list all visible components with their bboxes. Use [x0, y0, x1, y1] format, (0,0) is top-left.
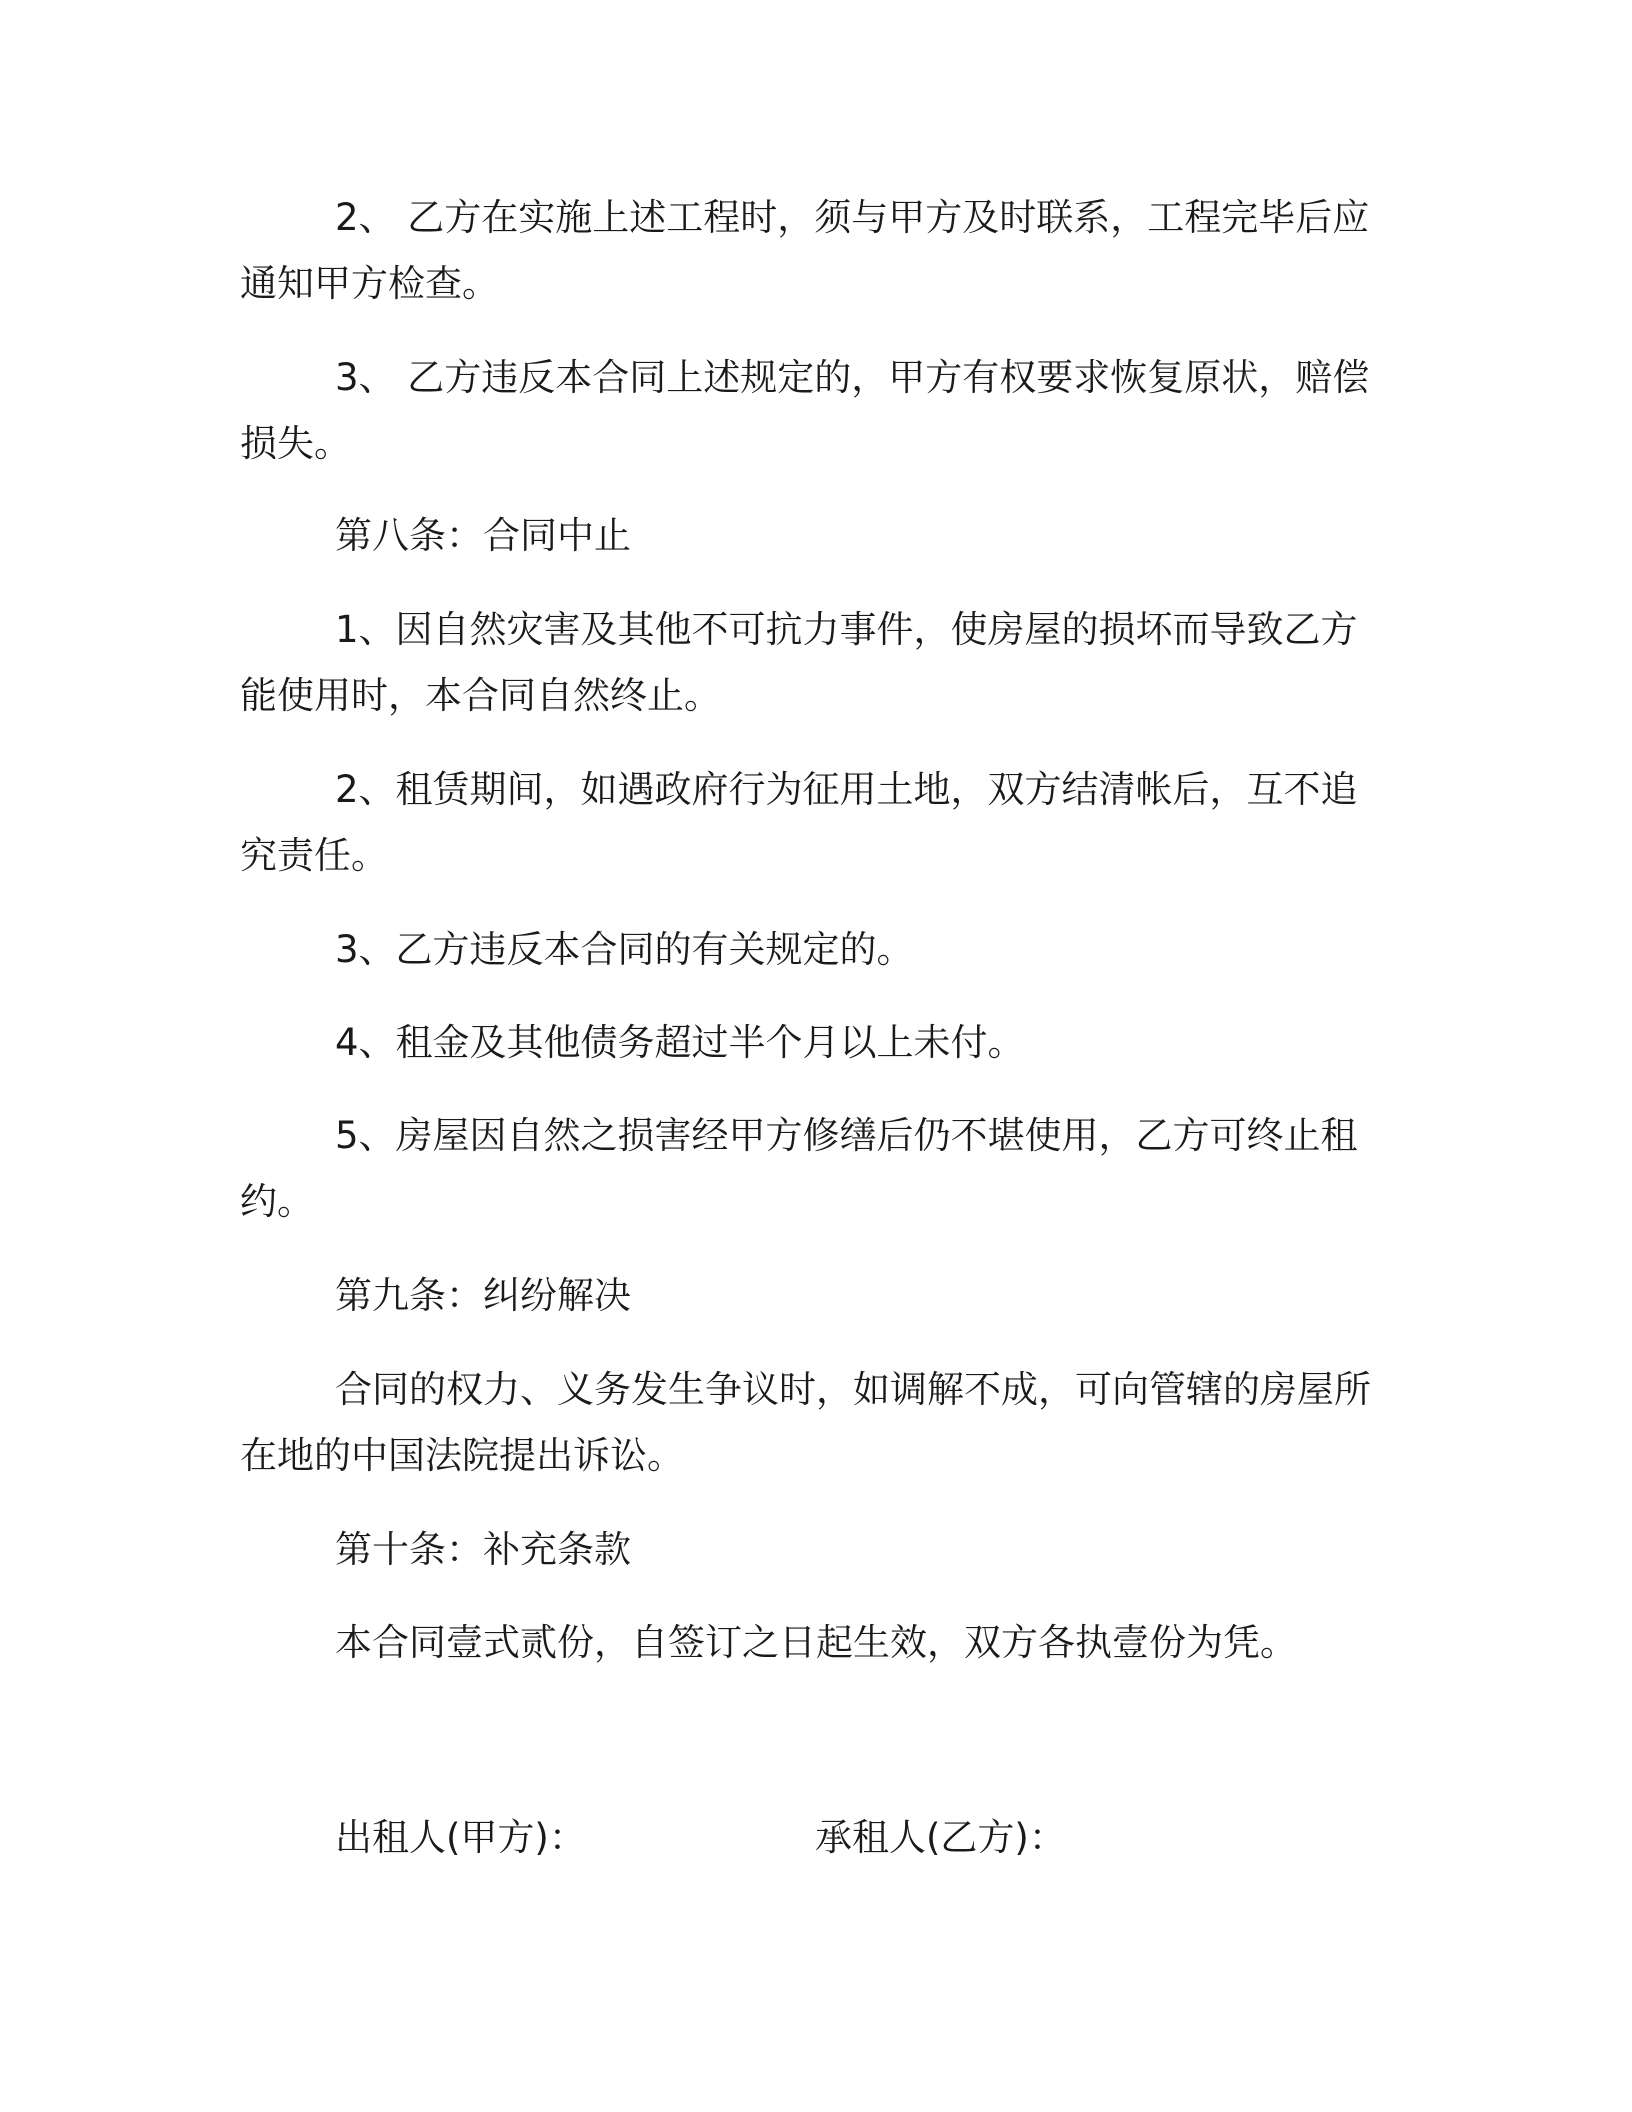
article-10-body: 本合同壹式贰份，自签订之日起生效，双方各执壹份为凭。	[335, 1621, 1297, 1664]
article-8-heading: 第八条：合同中止	[335, 514, 631, 557]
article-9-body: 合同的权力、义务发生争议时，如调解不成，可向管辖的房屋所在地的中国法院提出诉讼。	[240, 1368, 1371, 1477]
lessor-signature-label: 出租人(甲方)：	[335, 1816, 586, 1859]
article-8-item-1: 1、因自然灾害及其他不可抗力事件，使房屋的损坏而导致乙方能使用时，本合同自然终止。	[240, 608, 1358, 717]
article-8-item-2: 2、租赁期间，如遇政府行为征用土地，双方结清帐后，互不追究责任。	[240, 768, 1358, 877]
clause-7-item-3: 3、 乙方违反本合同上述规定的，甲方有权要求恢复原状，赔偿损失。	[240, 356, 1370, 465]
lessee-signature-label: 承租人(乙方)：	[815, 1816, 1066, 1859]
article-10-heading: 第十条：补充条款	[335, 1528, 631, 1571]
article-9-heading: 第九条：纠纷解决	[335, 1274, 631, 1317]
article-8-item-5: 5、房屋因自然之损害经甲方修缮后仍不堪使用，乙方可终止租约。	[240, 1114, 1358, 1223]
article-8-item-3: 3、乙方违反本合同的有关规定的。	[335, 928, 914, 971]
article-8-item-4: 4、租金及其他债务超过半个月以上未付。	[335, 1021, 1025, 1064]
clause-7-item-2: 2、 乙方在实施上述工程时，须与甲方及时联系，工程完毕后应通知甲方检查。	[240, 196, 1370, 305]
